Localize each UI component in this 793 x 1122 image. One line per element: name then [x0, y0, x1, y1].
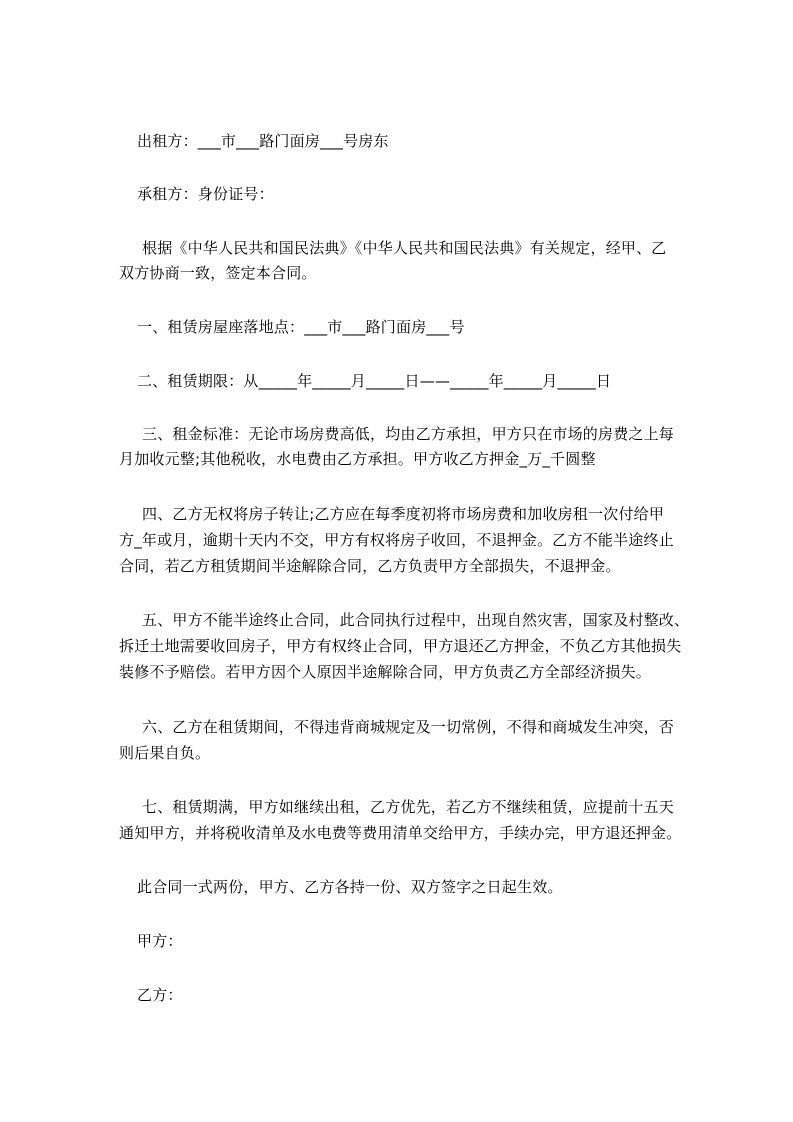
clause-7-line-2: 通知甲方，并将税收清单及水电费等费用清单交给甲方，手续办完，甲方退还押金。 — [119, 824, 682, 842]
lessor-line: 出租方：___市___路门面房___号房东 — [137, 132, 389, 150]
effective-clause: 此合同一式两份，甲方、乙方各持一份、双方签字之日起生效。 — [137, 878, 563, 896]
preamble-line-1: 根据《中华人民共和国民法典》《中华人民共和国民法典》有关规定，经甲、乙 — [142, 239, 667, 257]
clause-5-line-2: 拆迁土地需要收回房子，甲方有权终止合同，甲方退还乙方押金，不负乙方其他损失 — [119, 637, 682, 655]
clause-4-line-1: 四、乙方无权将房子转让;乙方应在每季度初将市场房费和加收房租一次付给甲 — [142, 505, 665, 523]
clause-5-line-3: 装修不予赔偿。若甲方因个人原因半途解除合同，甲方负责乙方全部经济损失。 — [119, 663, 652, 681]
clause-4-line-3: 合同，若乙方租赁期间半途解除合同，乙方负责甲方全部损失，不退押金。 — [119, 557, 621, 575]
clause-1: 一、租赁房屋座落地点：___市___路门面房___号 — [137, 318, 465, 336]
clause-7-line-1: 七、租赁期满，甲方如继续出租，乙方优先，若乙方不继续租赁，应提前十五天 — [142, 798, 675, 816]
clause-6-line-1: 六、乙方在租赁期间，不得违背商城规定及一切常例，不得和商城发生冲突，否 — [142, 718, 675, 736]
clause-3-line-2: 月加收元整;其他税收，水电费由乙方承担。甲方收乙方押金_万_千圆整 — [119, 450, 596, 468]
party-a-signature: 甲方： — [137, 932, 183, 950]
clause-2: 二、租赁期限：从_____年_____月_____日——_____年_____月_____日 — [137, 372, 612, 390]
clause-5-line-1: 五、甲方不能半途终止合同，此合同执行过程中，出现自然灾害，国家及村整改、 — [142, 611, 690, 629]
clause-6-line-2: 则后果自负。 — [119, 744, 211, 762]
lessee-line: 承租方：身份证号： — [137, 185, 274, 203]
clause-4-line-2: 方_年或月，逾期十天内不交，甲方有权将房子收回，不退押金。乙方不能半途终止 — [119, 531, 674, 549]
preamble-line-2: 双方协商一致，签定本合同。 — [119, 264, 317, 282]
party-b-signature: 乙方： — [137, 986, 183, 1004]
clause-3-line-1: 三、租金标准：无论市场房费高低，均由乙方承担，甲方只在市场的房费之上每 — [142, 425, 675, 443]
